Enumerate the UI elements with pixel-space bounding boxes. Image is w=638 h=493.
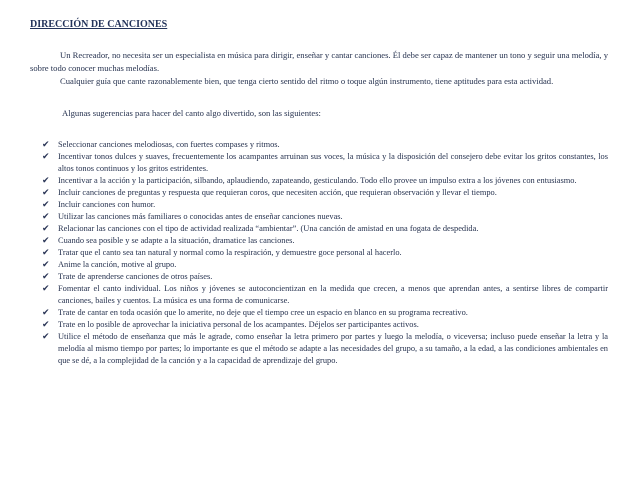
list-item-text: Incluir canciones con humor. xyxy=(58,200,156,209)
check-icon: ✔ xyxy=(42,260,50,270)
check-icon: ✔ xyxy=(42,152,50,162)
list-item-text: Utilizar las canciones más familiares o conocidas antes de enseñar canciones nuevas. xyxy=(58,212,343,221)
suggestions-list xyxy=(38,139,608,367)
check-icon: ✔ xyxy=(42,284,50,294)
list-item-text: Trate en lo posible de aprovechar la iniciativa personal de los acampantes. Déjelos ser participantes activos. xyxy=(58,320,419,329)
list-item-text: Anime la canción, motive al grupo. xyxy=(58,260,177,269)
list-item xyxy=(38,283,608,307)
check-icon: ✔ xyxy=(42,188,50,198)
check-icon: ✔ xyxy=(42,332,50,342)
list-item xyxy=(38,175,608,187)
paragraph-2 xyxy=(30,75,608,88)
document-title: DIRECCIÓN DE CANCIONES xyxy=(30,19,168,30)
list-item-text: Incentivar a la acción y la participación, silbando, aplaudiendo, zapateando, gesticulando. Todo ello provee un impulso extra a los jóvenes con entusiasmo. xyxy=(58,176,577,185)
list-item xyxy=(38,187,608,199)
list-item xyxy=(38,259,608,271)
list-item xyxy=(38,235,608,247)
list-item-text: Incluir canciones de preguntas y respuesta que requieran coros, que necesiten acción, que requieran observación y llevar el tiempo. xyxy=(58,188,497,197)
list-item-text: Relacionar las canciones con el tipo de actividad realizada “ambientar”. (Una canción de amistad en una fogata de despedida. xyxy=(58,224,479,233)
check-icon: ✔ xyxy=(42,224,50,234)
paragraph-1-text: Un Recreador, no necesita ser un especialista en música para dirigir, enseñar y cantar canciones. Él debe ser capaz de mantener un tono y seguir una melodía, y sobre todo conocer muchas melodías. xyxy=(30,50,608,73)
paragraph-1 xyxy=(30,49,608,75)
list-item-text: Utilice el método de enseñanza que más le agrade, como enseñar la letra primero por partes y luego la melodía, o viceversa; incluso puede enseñar la letra y la melodía al mismo tiempo por partes; lo importante es que el método se adapte a las necesidades del grupo, a su tamaño, a la edad, a las condiciones ambientales en que se dé, a la complejidad de la canción y a la capacidad de aprendizaje del grupo. xyxy=(58,332,608,365)
list-item xyxy=(38,151,608,175)
list-item-text: Fomentar el canto individual. Los niños y jóvenes se autoconcientizan en la medida que crecen, a menos que aprendan antes, a sentirse libres de compartir canciones, bailes y cuentos. La música es una forma de comunicarse. xyxy=(58,284,608,305)
list-item-text: Trate de aprenderse canciones de otros países. xyxy=(58,272,213,281)
check-icon: ✔ xyxy=(42,200,50,210)
check-icon: ✔ xyxy=(42,308,50,318)
check-icon: ✔ xyxy=(42,176,50,186)
list-item-text: Trate de cantar en toda ocasión que lo amerite, no deje que el tiempo cree un espacio en blanco en su programa recreativo. xyxy=(58,308,468,317)
list-item-text: Incentivar tonos dulces y suaves, frecuentemente los acampantes arruinan sus voces, la música y la disposición del consejero debe evitar los gritos constantes, los altos tonos continuos y los gritos estridentes. xyxy=(58,152,608,173)
list-item-text: Seleccionar canciones melodiosas, con fuertes compases y ritmos. xyxy=(58,140,280,149)
suggestions-intro: Algunas sugerencias para hacer del canto algo divertido, son las siguientes: xyxy=(62,108,321,118)
list-item-text: Tratar que el canto sea tan natural y normal como la respiración, y demuestre goce personal al hacerlo. xyxy=(58,248,402,257)
list-item xyxy=(38,271,608,283)
list-item xyxy=(38,211,608,223)
check-icon: ✔ xyxy=(42,248,50,258)
check-icon: ✔ xyxy=(42,212,50,222)
list-item xyxy=(38,319,608,331)
paragraph-2-text: Cualquier guía que cante razonablemente bien, que tenga cierto sentido del ritmo o toque algún instrumento, tiene aptitudes para esta actividad. xyxy=(60,76,554,86)
list-item xyxy=(38,331,608,367)
check-icon: ✔ xyxy=(42,272,50,282)
list-item xyxy=(38,139,608,151)
check-icon: ✔ xyxy=(42,236,50,246)
list-item xyxy=(38,199,608,211)
list-item xyxy=(38,247,608,259)
list-item-text: Cuando sea posible y se adapte a la situación, dramatice las canciones. xyxy=(58,236,295,245)
list-item xyxy=(38,307,608,319)
list-item xyxy=(38,223,608,235)
check-icon: ✔ xyxy=(42,140,50,150)
check-icon: ✔ xyxy=(42,320,50,330)
